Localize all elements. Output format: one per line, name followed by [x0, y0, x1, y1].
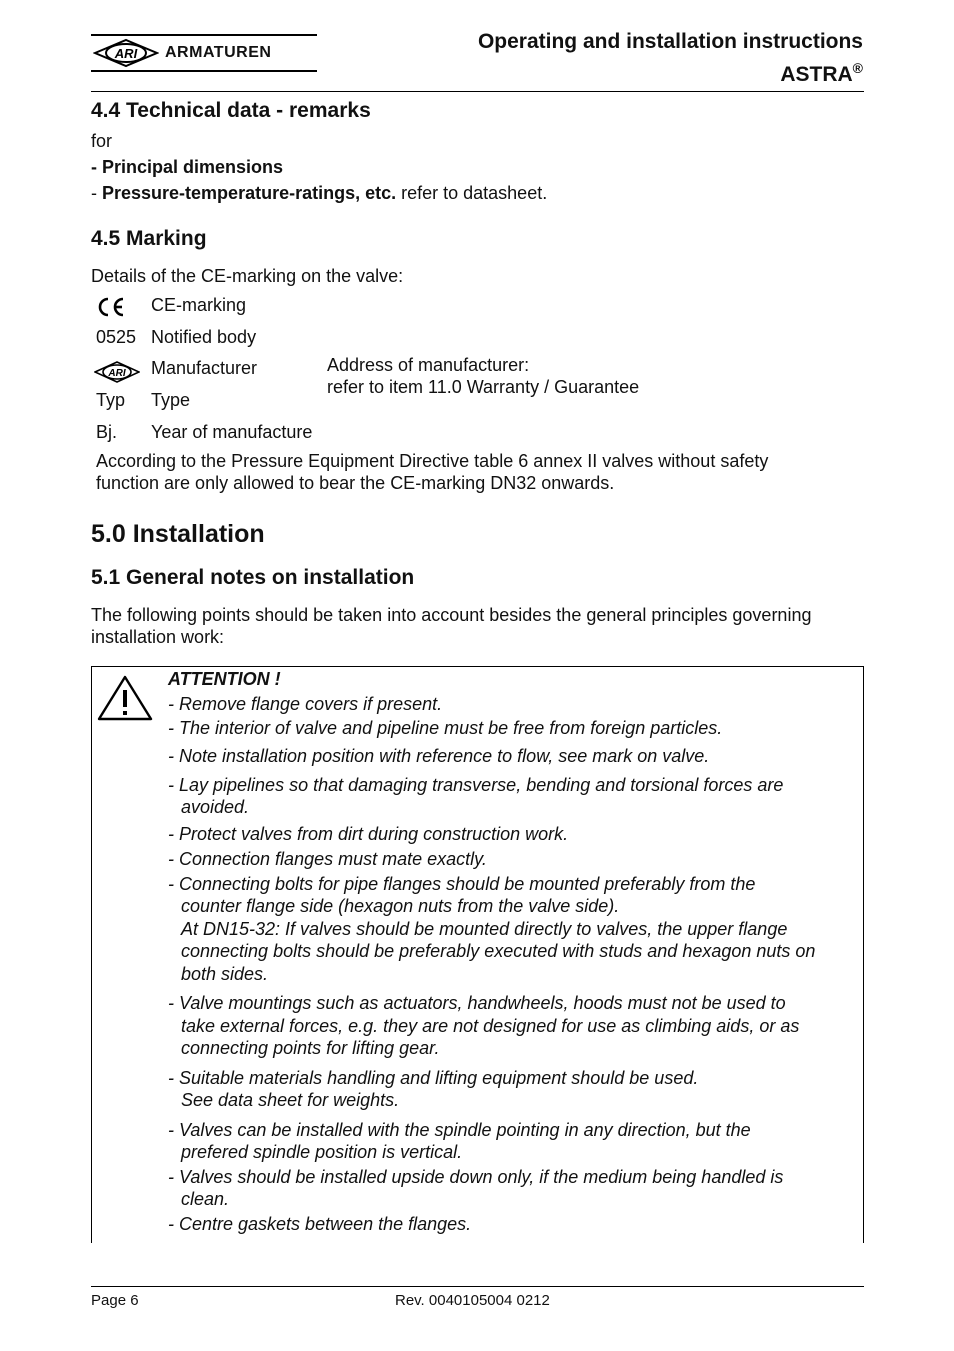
- attention-item: [168, 1067, 858, 1112]
- pressure-temperature-line: [91, 182, 547, 204]
- ari-logo-mark-icon: [93, 38, 159, 68]
- attention-item-line: - Protect valves from dirt during construction work.: [168, 823, 569, 844]
- attention-item-line: connecting bolts should be preferably executed with studs and hexagon nuts on: [181, 941, 816, 961]
- ce-mark-icon: [96, 296, 126, 323]
- address-line-1: Address of manufacturer:: [327, 355, 530, 375]
- attention-item-line: - Valve mountings such as actuators, handwheels, hoods must not be used to: [168, 993, 786, 1013]
- intro-line-1: The following points should be taken into account besides the general principles governing: [91, 605, 812, 625]
- intro-line-2: installation work:: [91, 627, 225, 647]
- svg-text:ARI: ARI: [114, 46, 138, 61]
- attention-item-line: take external forces, e.g. they are not designed for use as climbing aids, or as: [181, 1015, 800, 1036]
- attention-item-line: - Note installation position with reference to flow, see mark on valve.: [168, 746, 710, 766]
- marking-symbol-notified-body: 0525: [96, 327, 137, 347]
- attention-item-line: counter flange side (hexagon nuts from the valve side).: [181, 896, 620, 916]
- heading-5-0: 5.0 Installation: [91, 520, 265, 548]
- title-line-1: Operating and installation instructions: [477, 30, 863, 53]
- ped-line-1: According to the Pressure Equipment Directive table 6 annex II valves without safety: [96, 451, 769, 471]
- document-title: [478, 28, 863, 88]
- attention-item-line: - Connecting bolts for pipe flanges should be mounted preferably from the: [168, 873, 756, 894]
- marking-label-type: Type: [151, 390, 191, 410]
- header-divider: [91, 91, 864, 92]
- attention-item-line: - The interior of valve and pipeline must be free from foreign particles.: [168, 717, 723, 738]
- marking-label-year: Year of manufacture: [151, 422, 313, 442]
- attention-item-line: See data sheet for weights.: [181, 1090, 400, 1110]
- ari-manufacturer-icon: [94, 360, 140, 389]
- attention-item: [168, 693, 858, 716]
- attention-item-line: both sides.: [181, 963, 269, 984]
- attention-item-line: At DN15-32: If valves should be mounted directly to valves, the upper flange: [181, 918, 788, 939]
- refer-datasheet: refer to datasheet.: [396, 183, 548, 203]
- marking-symbol-year: Bj.: [96, 422, 118, 442]
- attention-item-line: prefered spindle position is vertical.: [181, 1142, 463, 1162]
- marking-label-manufacturer: Manufacturer: [151, 358, 258, 378]
- revision: Rev. 0040105004 0212: [395, 1292, 550, 1309]
- ari-logo: [91, 34, 317, 72]
- attention-item-line: - Valves should be installed upside down only, if the medium being handled is: [168, 1166, 784, 1187]
- attention-item: [168, 774, 858, 819]
- attention-item: [168, 745, 858, 768]
- principal-dimensions: - Principal dimensions: [91, 157, 284, 177]
- attention-item-line: clean.: [181, 1189, 230, 1209]
- warning-triangle-icon: [96, 674, 154, 727]
- attention-item: [168, 1213, 858, 1236]
- dash: -: [91, 183, 102, 203]
- address-line-2: refer to item 11.0 Warranty / Guarantee: [327, 377, 640, 397]
- title-line-2: [478, 55, 863, 88]
- attention-item: [168, 1119, 858, 1164]
- footer-divider: [91, 1286, 864, 1287]
- address-of-manufacturer: [327, 354, 639, 398]
- attention-item-line: - Remove flange covers if present.: [168, 694, 443, 714]
- product-name: ASTRA: [780, 63, 853, 86]
- marking-label-ce: CE-marking: [151, 295, 247, 315]
- attention-item: [168, 873, 858, 986]
- attention-items: [168, 693, 858, 1235]
- marking-intro: Details of the CE-marking on the valve:: [91, 266, 404, 286]
- logo-text: ARMATUREN: [165, 44, 272, 61]
- attention-title: ATTENTION !: [168, 669, 281, 689]
- heading-4-5: 4.5 Marking: [91, 227, 207, 250]
- text-for: for: [91, 131, 113, 151]
- registered-mark: ®: [852, 60, 863, 76]
- attention-item: [168, 717, 858, 740]
- attention-item: [168, 848, 858, 871]
- svg-text:ARI: ARI: [108, 368, 126, 379]
- installation-intro: [91, 604, 811, 648]
- marking-label-notified-body: Notified body: [151, 327, 257, 347]
- attention-item-line: connecting points for lifting gear.: [181, 1038, 440, 1058]
- attention-list: [168, 668, 858, 1235]
- attention-item-line: - Lay pipelines so that damaging transverse, bending and torsional forces are: [168, 774, 784, 795]
- attention-item-line: - Suitable materials handling and lifting equipment should be used.: [168, 1067, 699, 1088]
- ped-line-2: function are only allowed to bear the CE-marking DN32 onwards.: [96, 473, 615, 493]
- attention-item-line: - Connection flanges must mate exactly.: [168, 849, 487, 869]
- attention-item: [168, 992, 858, 1060]
- attention-item: [168, 1166, 858, 1211]
- pressure-temperature-ratings: Pressure-temperature-ratings, etc.: [102, 183, 397, 203]
- heading-5-1: 5.1 General notes on installation: [91, 566, 415, 589]
- attention-item-line: - Valves can be installed with the spindle pointing in any direction, but the: [168, 1119, 751, 1140]
- ped-note: [96, 450, 768, 494]
- attention-item: [168, 823, 858, 846]
- marking-symbol-type: Typ: [96, 390, 126, 410]
- attention-item-line: avoided.: [181, 797, 250, 817]
- page-number: Page 6: [91, 1292, 139, 1309]
- attention-item-line: - Centre gaskets between the flanges.: [168, 1213, 472, 1234]
- heading-4-4: 4.4 Technical data - remarks: [91, 99, 371, 122]
